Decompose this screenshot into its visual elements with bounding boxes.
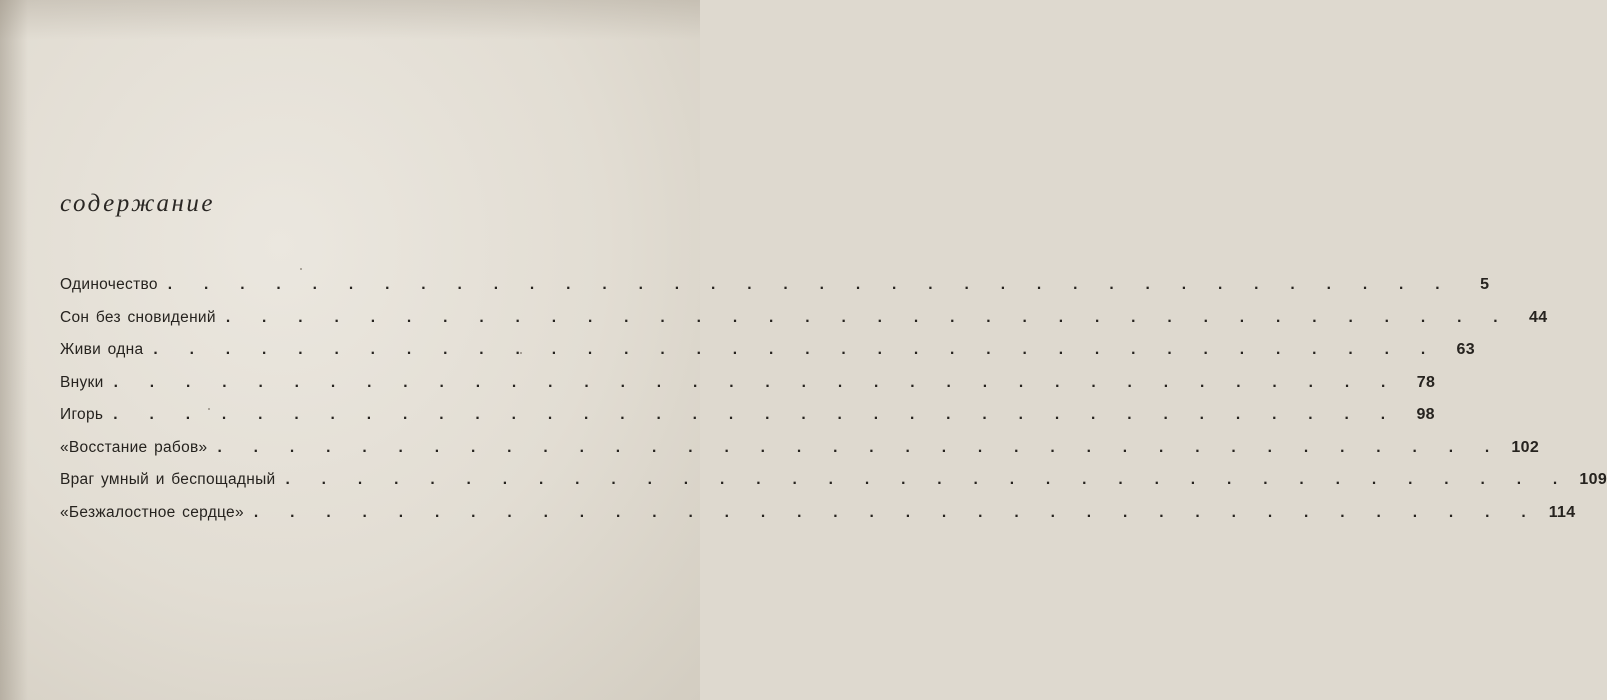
toc-leader-dots: . . . . . . . . . . . . . . . . . . . . . . . . . . . . . . . . . . . .	[225, 308, 1512, 326]
toc-list	[60, 276, 1607, 536]
toc-entry	[60, 471, 1607, 504]
toc-leader-dots: . . . . . . . . . . . . . . . . . . . . . . . . . . . . . . . . . . . .	[217, 438, 1504, 456]
toc-page-number: 5	[1480, 276, 1490, 293]
toc-entry-title: «Безжалостное сердце»	[60, 503, 244, 521]
toc-page-number: 102	[1511, 438, 1540, 456]
toc-entry-title: Игорь	[60, 406, 104, 423]
toc-page-number: 44	[1529, 308, 1548, 326]
toc-page-number: 98	[1416, 406, 1435, 423]
toc-leader-dots: . . . . . . . . . . . . . . . . . . . . . . . . . . . . . . . . . . . .	[113, 406, 1399, 423]
paper-speck	[300, 268, 302, 270]
toc-page-number: 109	[1579, 471, 1607, 488]
toc-entry-title: Живи одна	[60, 341, 144, 358]
toc-entry	[60, 503, 1576, 537]
toc-page-number: 78	[1416, 373, 1436, 391]
toc-leader-dots: . . . . . . . . . . . . . . . . . . . . . . . . . . . . . . . . . . . .	[153, 341, 1439, 358]
toc-entry-title: «Восстание рабов»	[60, 438, 208, 456]
toc-entry	[60, 341, 1475, 374]
toc-entry	[60, 276, 1490, 309]
toc-page-number: 114	[1548, 503, 1576, 521]
toc-entry	[60, 406, 1435, 439]
toc-leader-dots: . . . . . . . . . . . . . . . . . . . . . . . . . . . . . . . . . . . .	[113, 373, 1400, 391]
toc-page-number: 63	[1456, 341, 1475, 358]
toc-entry	[60, 438, 1540, 472]
toc-entry-title: Враг умный и беспощадный	[60, 471, 276, 488]
toc-entry-title: Одиночество	[60, 276, 158, 293]
toc-entry-title: Внуки	[60, 373, 104, 391]
toc-entry	[60, 308, 1548, 342]
toc-leader-dots: . . . . . . . . . . . . . . . . . . . . . . . . . . . . . . . . . . . .	[253, 503, 1540, 521]
toc-entry	[60, 373, 1436, 407]
toc-leader-dots: . . . . . . . . . . . . . . . . . . . . . . . . . . . . . . . . . . . .	[167, 276, 1454, 293]
toc-heading: содержание	[60, 190, 215, 217]
toc-entry-title: Сон без сновидений	[60, 308, 216, 326]
toc-leader-dots: . . . . . . . . . . . . . . . . . . . . . . . . . . . . . . . . . . . .	[285, 471, 1572, 488]
